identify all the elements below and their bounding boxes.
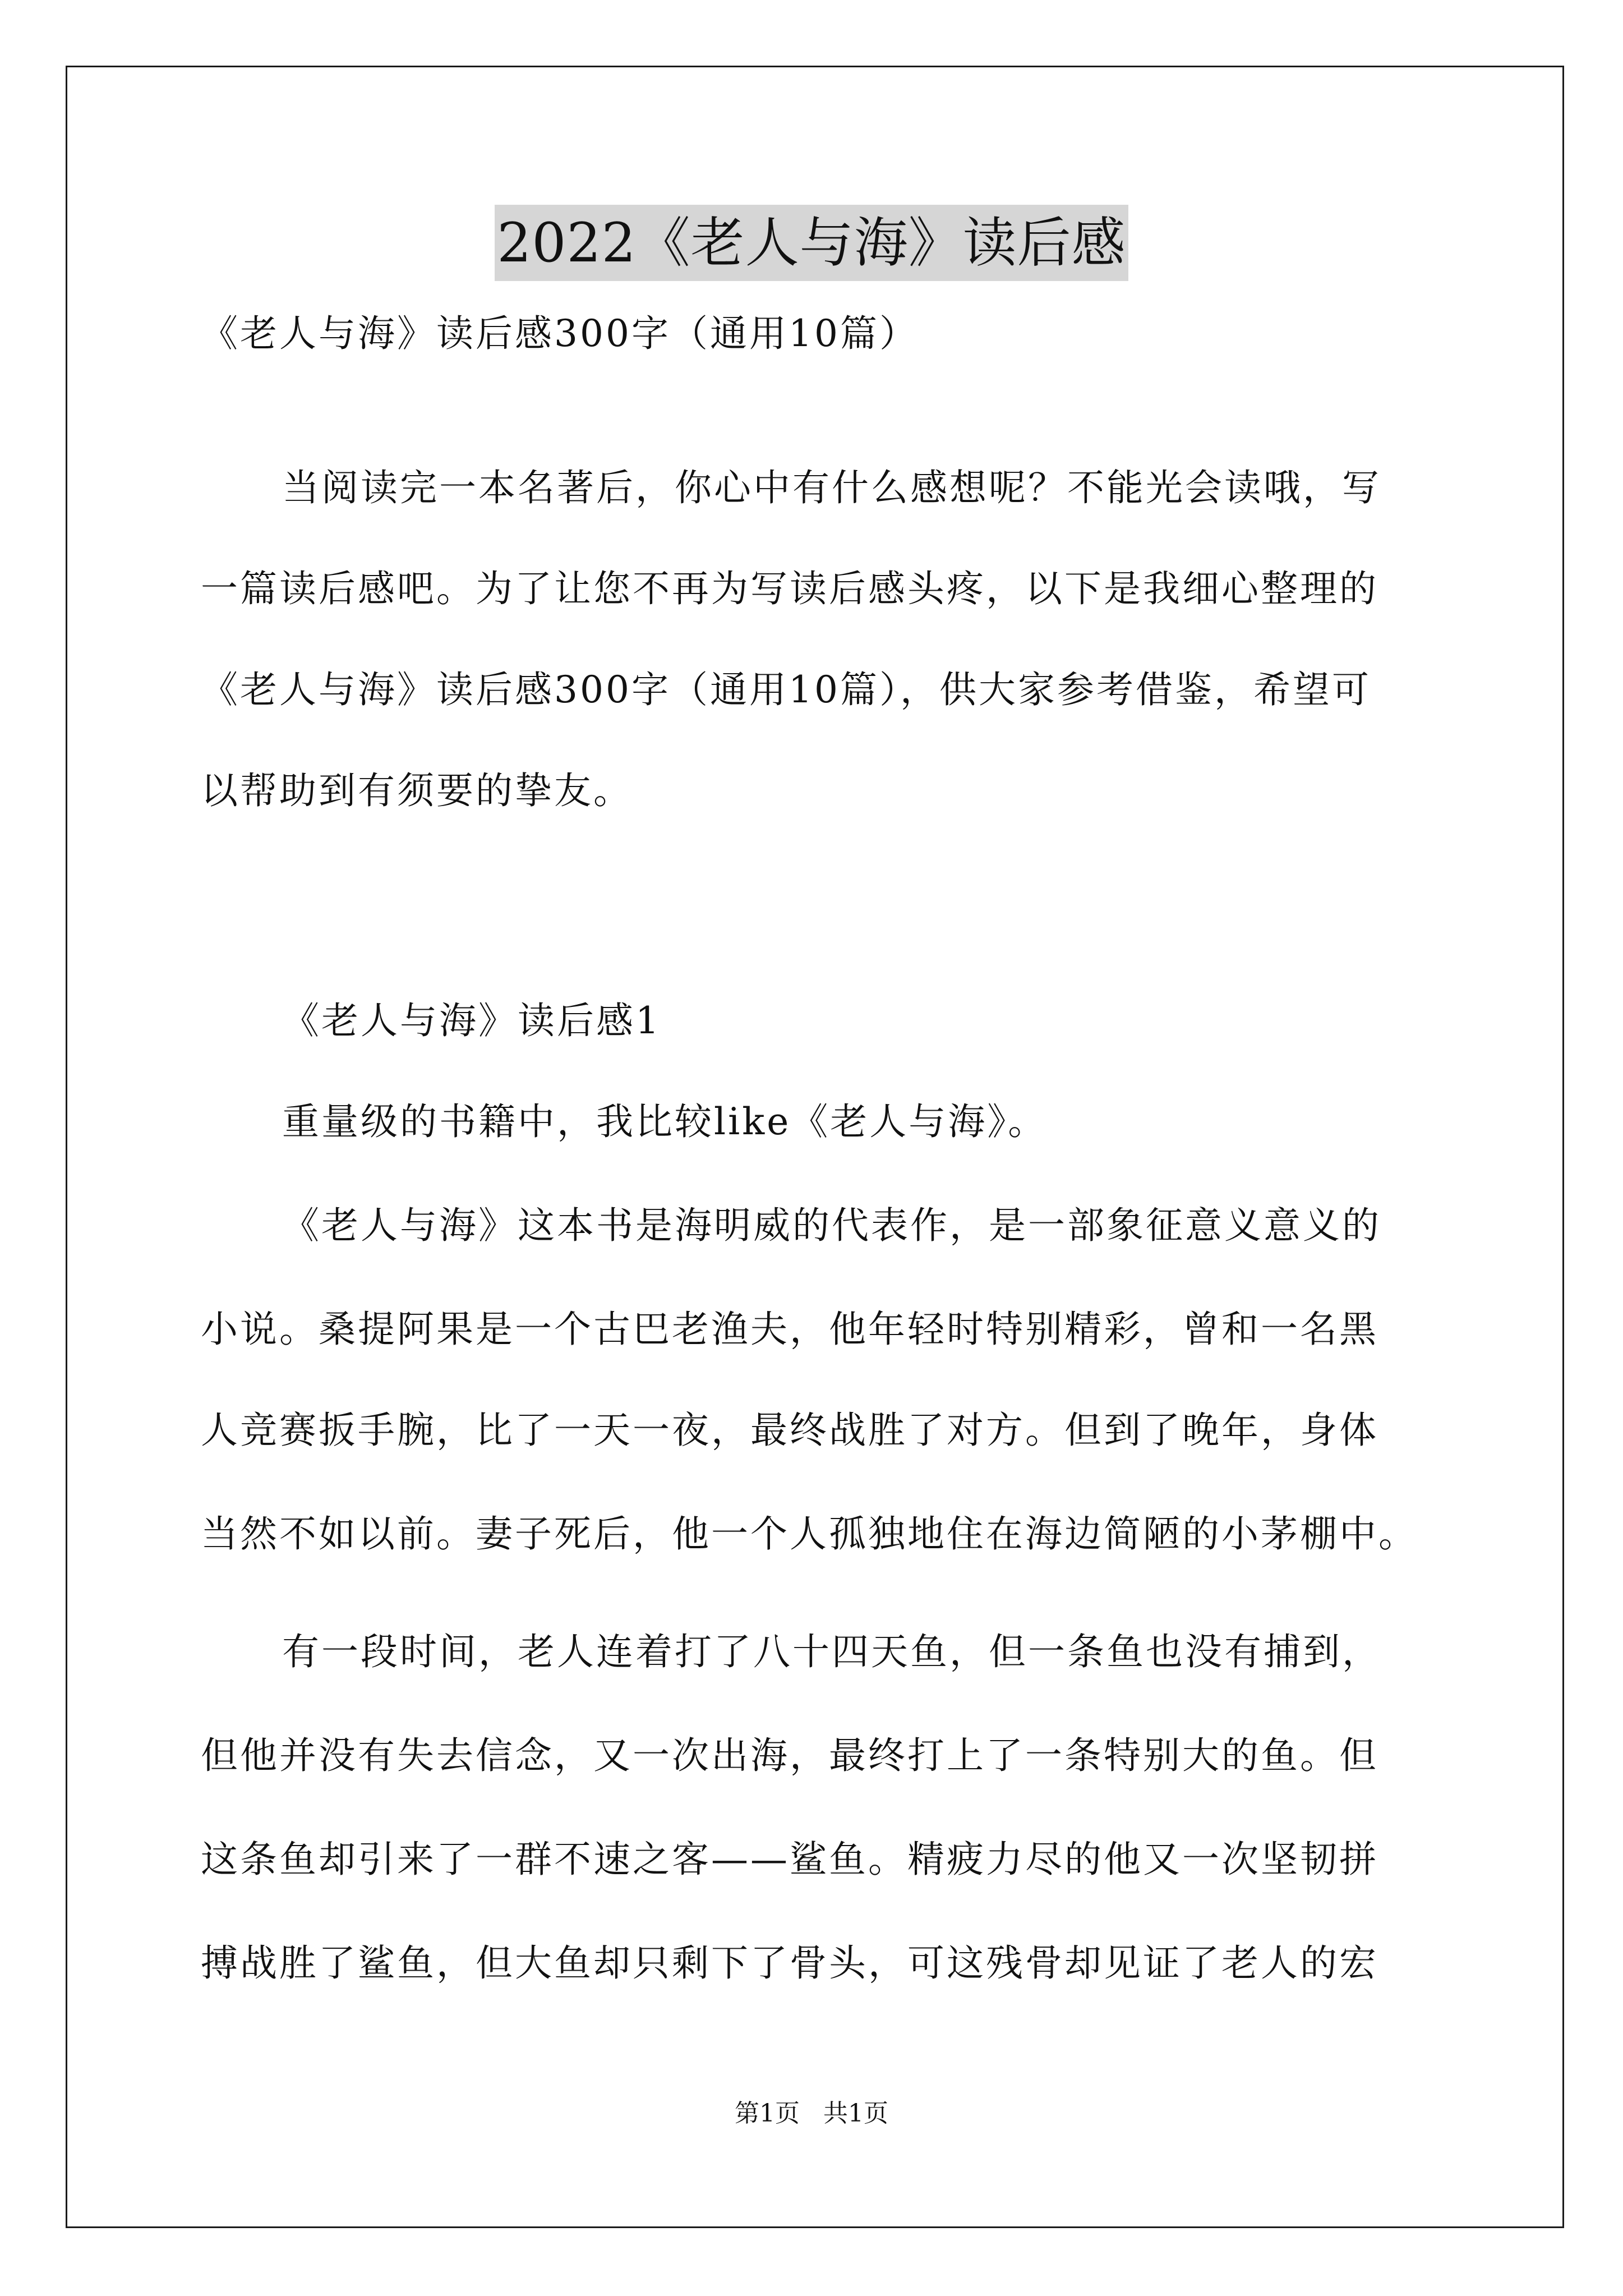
intro-line: 以帮助到有须要的挚友。 xyxy=(201,769,633,812)
body-line: 重量级的书籍中，我比较like《老人与海》。 xyxy=(282,1100,1048,1143)
intro-line: 当阅读完一本名著后，你心中有什么感想呢？不能光会读哦，写 xyxy=(282,466,1381,509)
section-heading: 《老人与海》读后感1 xyxy=(282,999,661,1042)
body-line: 人竞赛扳手腕，比了一天一夜，最终战胜了对方。但到了晚年，身体 xyxy=(201,1409,1378,1452)
title-container xyxy=(0,205,1623,281)
body-line: 但他并没有失去信念，又一次出海，最终打上了一条特别大的鱼。但 xyxy=(201,1734,1378,1777)
body-line: 搏战胜了鲨鱼，但大鱼却只剩下了骨头，可这残骨却见证了老人的宏 xyxy=(201,1941,1378,1985)
body-line: 《老人与海》这本书是海明威的代表作，是一部象征意义意义的 xyxy=(282,1204,1381,1247)
body-line: 有一段时间，老人连着打了八十四天鱼，但一条鱼也没有捕到， xyxy=(282,1630,1381,1673)
page-number-footer: 第1页 共1页 xyxy=(735,2099,888,2128)
document-title: 2022《老人与海》读后感 xyxy=(495,205,1128,281)
intro-line: 一篇读后感吧。为了让您不再为写读后感头疼，以下是我细心整理的 xyxy=(201,567,1378,610)
body-line: 这条鱼却引来了一群不速之客——鲨鱼。精疲力尽的他又一次坚韧拼 xyxy=(201,1838,1378,1881)
body-line: 当然不如以前。妻子死后，他一个人孤独地住在海边简陋的小茅棚中。 xyxy=(201,1512,1418,1556)
body-line: 小说。桑提阿果是一个古巴老渔夫，他年轻时特别精彩，曾和一名黑 xyxy=(201,1308,1378,1351)
document-subtitle: 《老人与海》读后感300字（通用10篇） xyxy=(201,312,919,355)
intro-line: 《老人与海》读后感300字（通用10篇），供大家参考借鉴，希望可 xyxy=(201,668,1371,711)
